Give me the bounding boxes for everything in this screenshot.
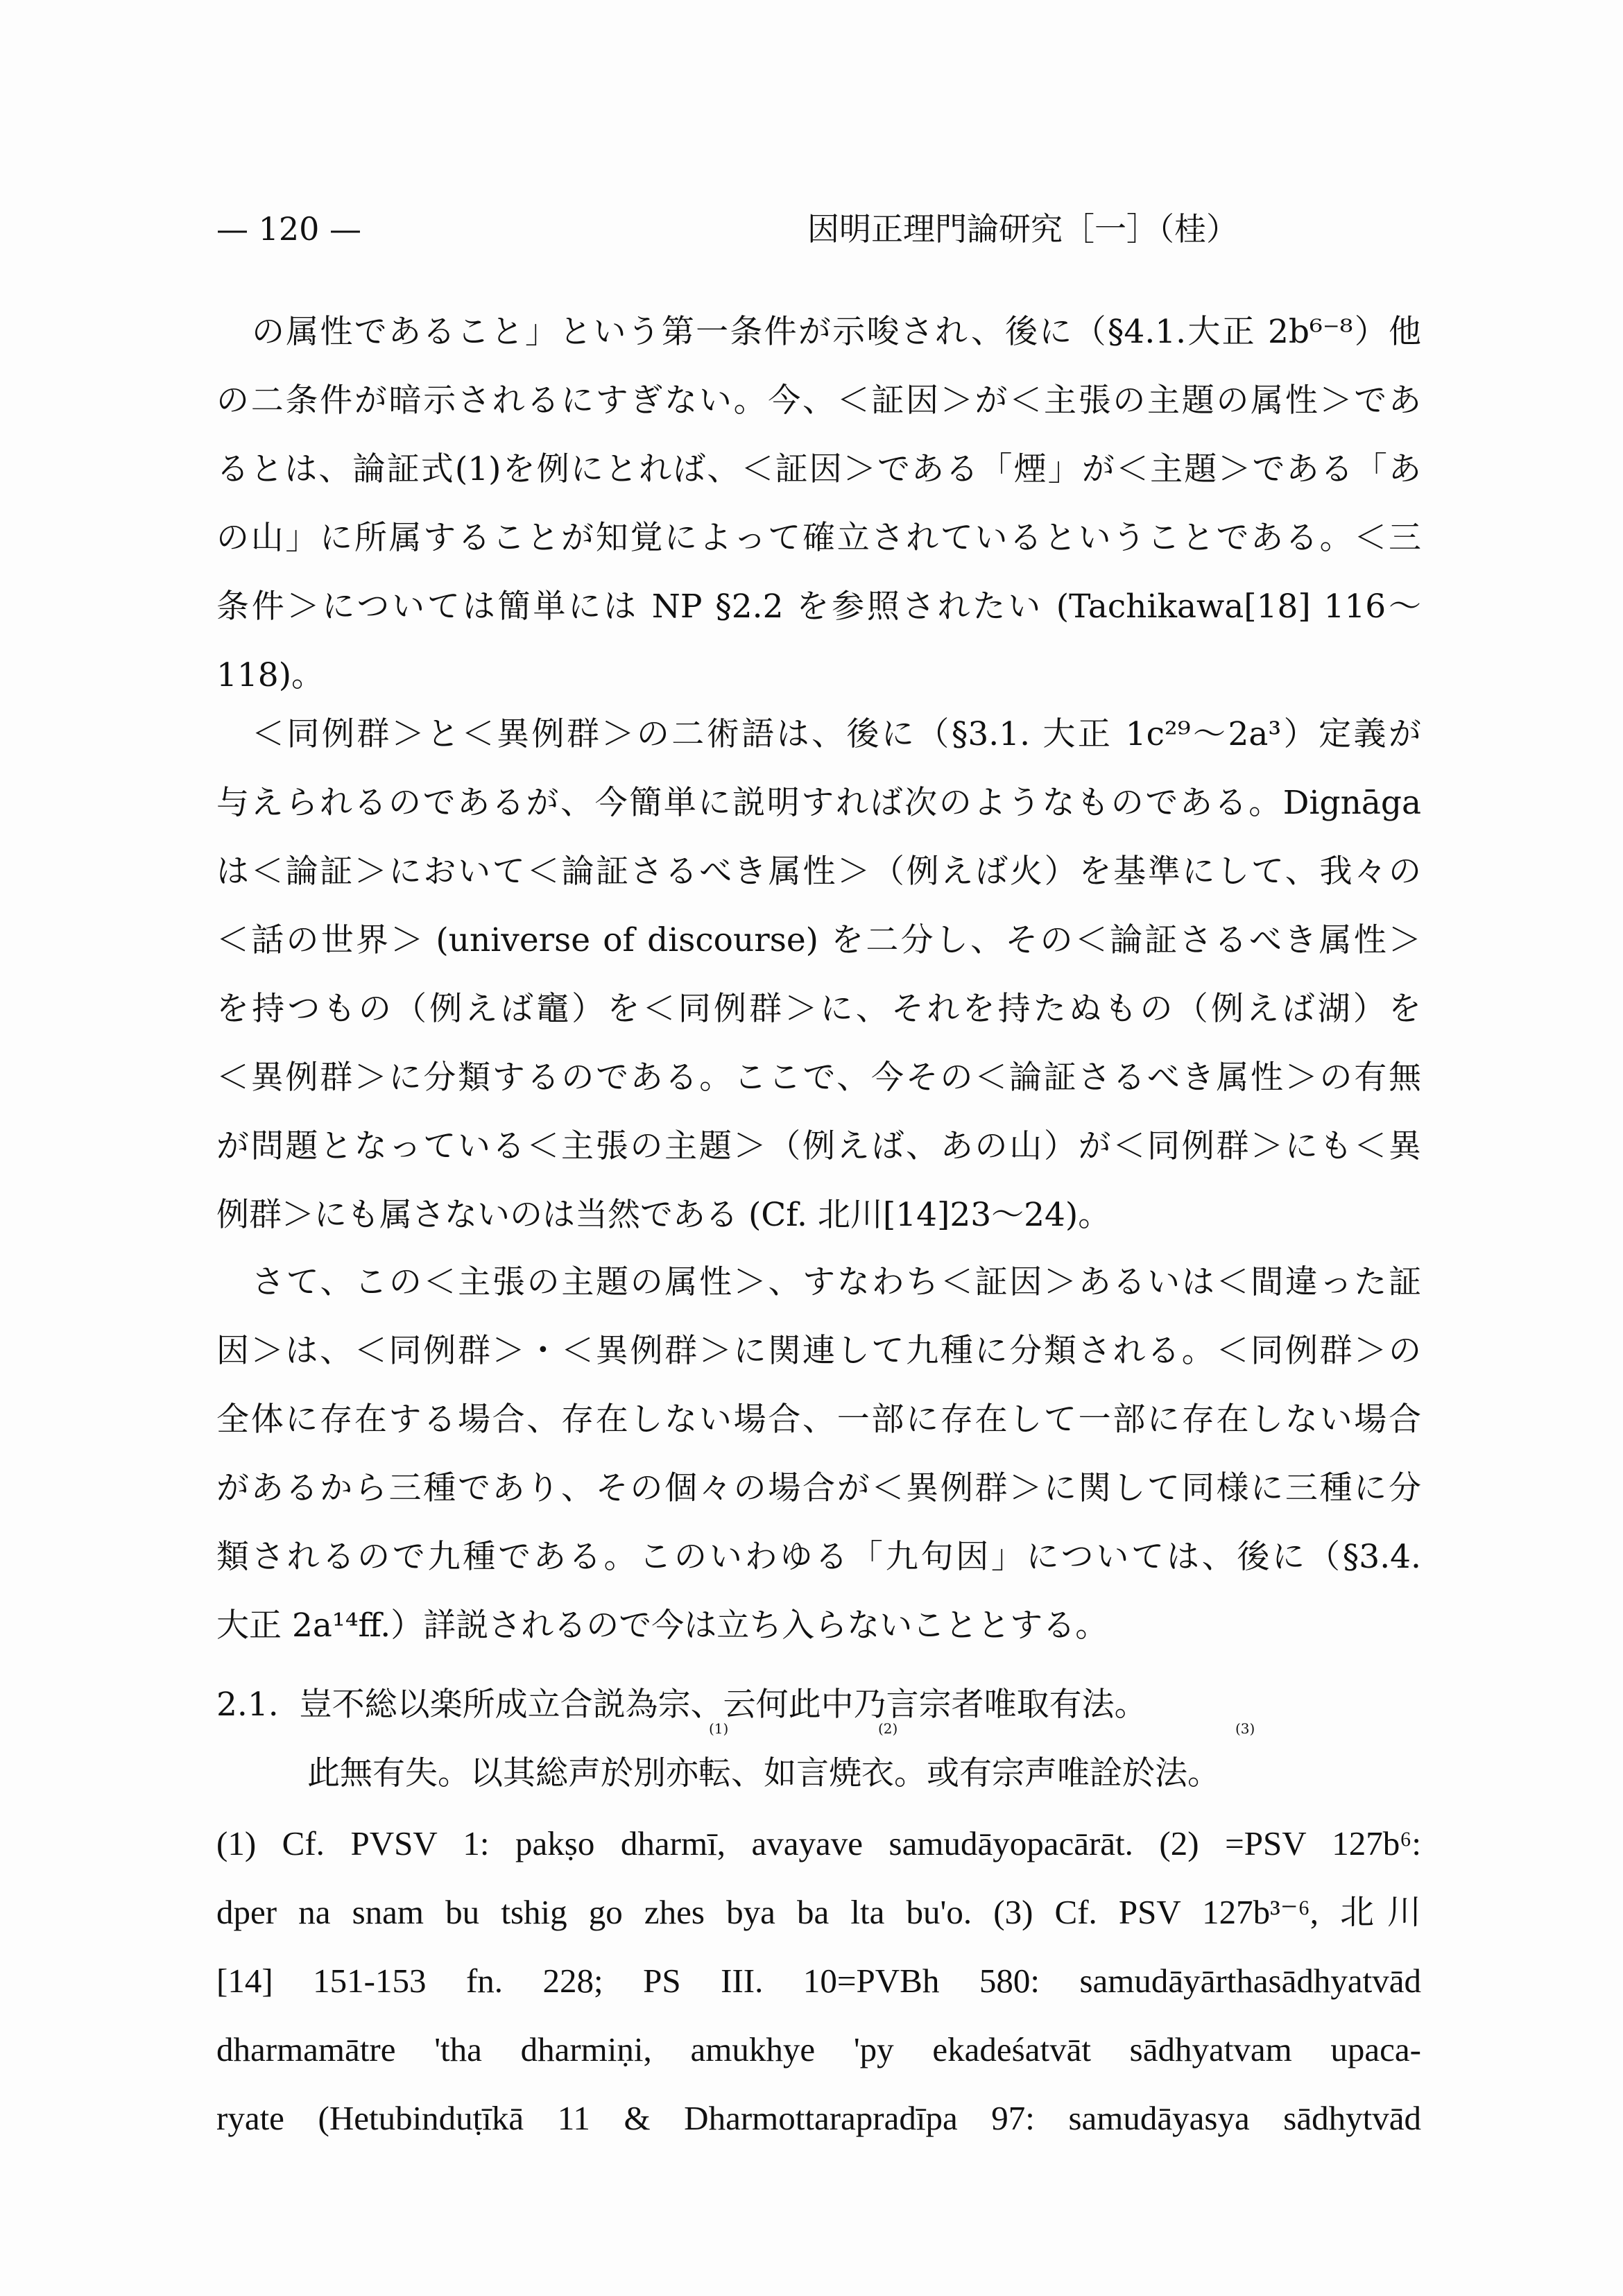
text-line: 118)。 <box>216 656 325 694</box>
text-line: ＜同例群＞と＜異例群＞の二術語は、後に（§3.1. 大正 1c²⁹～2a³）定義が <box>252 715 1421 753</box>
footnote-marker-2: (2) <box>878 1720 898 1737</box>
text-line: 条件＞については簡単には NP §2.2 を参照されたい (Tachikawa[18] 116～ <box>216 588 1421 626</box>
text-line: ＜異例群＞に分類するのである。ここで、今その＜論証さるべき属性＞の有無 <box>216 1059 1421 1097</box>
text-line: を持つもの（例えば竈）を＜同例群＞に、それを持たぬもの（例えば湖）を <box>216 990 1421 1028</box>
section-text: 豈不総以楽所成立合説為宗、云何此中乃言宗者唯取有法。 <box>299 1686 1147 1724</box>
text-line: 例群＞にも属さないのは当然である (Cf. 北川[14]23～24)。 <box>216 1196 1111 1234</box>
text-line: が問題となっている＜主張の主題＞（例えば、あの山）が＜同例群＞にも＜異 <box>216 1127 1421 1165</box>
text-line: さて、この＜主張の主題の属性＞、すなわち＜証因＞あるいは＜間違った証 <box>252 1263 1421 1301</box>
text-line: るとは、論証式(1)を例にとれば、＜証因＞である「煙」が＜主題＞である「あ <box>216 450 1421 488</box>
footnote-line: [14] 151-153 fn. 228; PS III. 10=PVBh 580: samudāyārthasādhyatvād <box>216 1962 1421 2000</box>
text-line: 大正 2a¹⁴ff.）詳説されるので今は立ち入らないこととする。 <box>216 1607 1108 1645</box>
text-line: 因＞は、＜同例群＞・＜異例群＞に関連して九種に分類される。＜同例群＞の <box>216 1332 1421 1370</box>
text-line: があるから三種であり、その個々の場合が＜異例群＞に関して同様に三種に分 <box>216 1469 1421 1507</box>
footnote-line: (1) Cf. PVSV 1: pakṣo dharmī, avayave samudāyopacārāt. (2) =PSV 127b⁶: <box>216 1824 1421 1862</box>
text-line: の山」に所属することが知覚によって確立されているということである。＜三 <box>216 519 1421 557</box>
text-line: の二条件が暗示されるにすぎない。今、＜証因＞が＜主張の主題の属性＞であ <box>216 382 1421 420</box>
text-line: は＜論証＞において＜論証さるべき属性＞（例えば火）を基準にして、我々の <box>216 853 1421 891</box>
text-line: 全体に存在する場合、存在しない場合、一部に存在して一部に存在しない場合 <box>216 1400 1421 1439</box>
running-title: 因明正理門論研究［一］（桂） <box>807 210 1238 248</box>
footnote-marker-1: (1) <box>709 1720 729 1737</box>
section-line-2: 此無有失。以其総声於別亦転、如言焼衣。或有宗声唯詮於法。 <box>307 1754 1220 1792</box>
footnote-marker-3: (3) <box>1235 1720 1255 1737</box>
section-number: 2.1. <box>216 1686 279 1724</box>
section-line-1 <box>216 1684 1421 1726</box>
page-number: — 120 — <box>216 210 362 248</box>
text-line: 類されるので九種である。このいわゆる「九句因」については、後に（§3.4. <box>216 1538 1421 1576</box>
text-line: 与えられるのであるが、今簡単に説明すれば次のようなものである。Dignāga <box>216 784 1421 822</box>
footnote-line: ryate (Hetubinduṭīkā 11 & Dharmottarapradīpa 97: samudāyasya sādhytvād <box>216 2099 1421 2137</box>
text-line: の属性であること」という第一条件が示唆され、後に（§4.1.大正 2b⁶⁻⁸）他 <box>252 313 1421 351</box>
footnote-line: dper na snam bu tshig go zhes bya ba lta bu'o. (3) Cf. PSV 127b³⁻⁶, 北川 <box>216 1893 1421 1931</box>
text-line: ＜話の世界＞ (universe of discourse) を二分し、その＜論証さるべき属性＞ <box>216 921 1421 959</box>
footnote-line: dharmamātre 'tha dharmiṇi, amukhye 'py ekadeśatvāt sādhyatvam upaca- <box>216 2030 1421 2068</box>
